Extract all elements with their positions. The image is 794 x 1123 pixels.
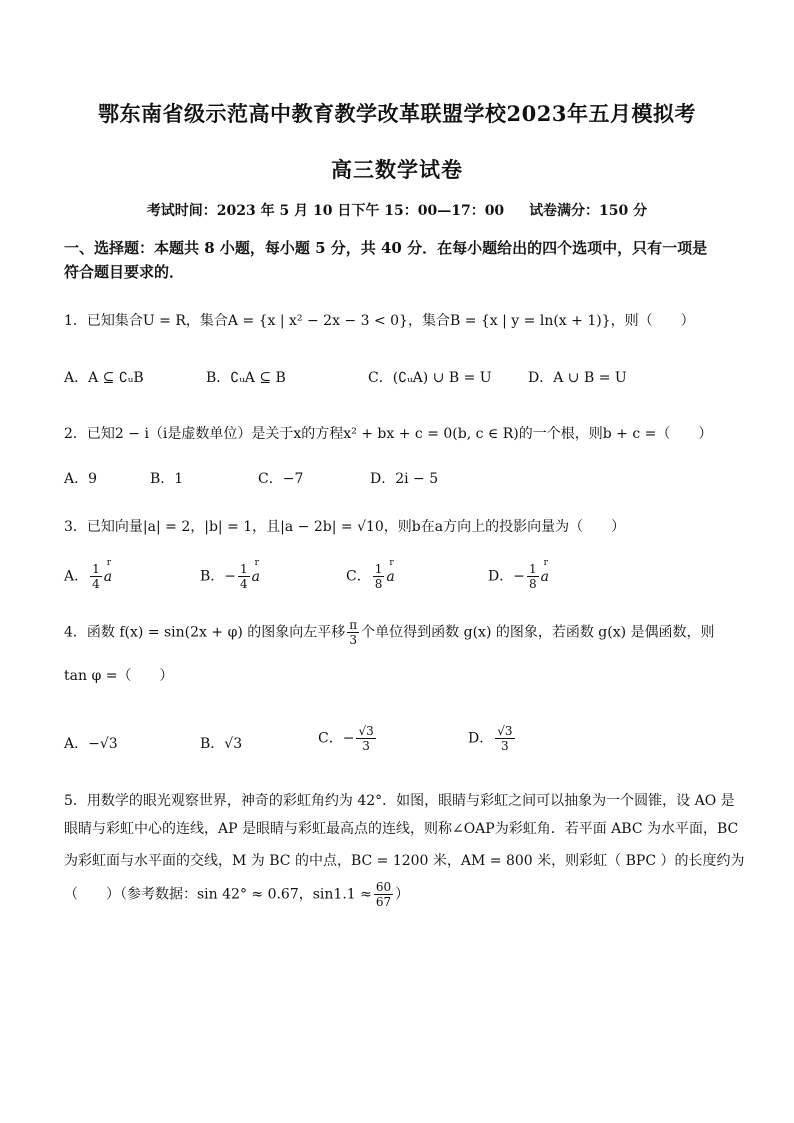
question-2-option-d: D．2i − 5 [370,471,439,487]
fraction: $\frac{1}{4}$ [240,562,248,591]
question-4-stem-line1: 4．函数 f(x) = sin(2x + φ) 的图象向左平移 $\frac{\pi}{3}$ 个单位得到函数 g(x) 的图象，若函数 g(x) 是偶函数，则 [64,618,715,647]
exam-title: 鄂东南省级示范高中教育教学改革联盟学校2023年五月模拟考 [98,101,696,126]
fraction: $\frac{1}{8}$ [374,562,383,591]
fraction: $\frac{1}{4}$ [92,562,100,591]
vector-a: r a [104,569,112,585]
question-1-option-b: B．∁ᵤA ⊆ B [206,370,286,386]
fraction: $\frac{1}{8}$ [528,562,537,591]
question-4-option-c: C．− $\frac{√3}{3}$ [318,724,374,753]
question-4-option-a: A．−√3 [64,736,118,752]
question-3-option-a [64,562,112,591]
option-label: B．− [200,568,237,585]
option-label: D．− [488,568,525,585]
question-5-line2: 眼睛与彩虹中心的连线，AP 是眼睛与彩虹最高点的连线，则称∠OAP为彩虹角．若平面 ABC 为水平面，BC [64,821,739,837]
question-1-option-c: C．(∁ᵤA) ∪ B = U [368,370,492,386]
question-4-stem-line2: tan φ =（ ） [64,668,174,684]
question-5-line3: 为彩虹面与水平面的交线，M 为 BC 的中点，BC = 1200 米，AM = 800 米，则彩虹（ BPC ）的长度约为 [64,853,745,869]
exam-time: 考试时间：2023 年 5 月 10 日下午 15：00—17：00 [146,203,505,219]
question-4-option-b: B．√3 [200,736,243,752]
fraction: $\frac{√3}{3}$ [497,724,513,753]
option-label: A． [64,568,89,585]
question-1-stem: 1．已知集合U = R，集合A = {x | x² − 2x − 3 < 0}，集合B = {x | y = ln(x + 1)}，则（ ） [64,313,695,329]
question-5-line4: （ ）（参考数据：sin 42° ≈ 0.67，sin1.1 ≈ $\frac{60}{67}$ ） [64,880,410,909]
exam-info [0,200,794,220]
question-2-option-b: B．1 [150,471,184,487]
question-2-option-c: C．−7 [258,471,304,487]
exam-subtitle: 高三数学试卷 [331,157,463,182]
question-1-option-a: A．A ⊆ ∁ᵤB [64,370,144,386]
question-5-line1: 5．用数学的眼光观察世界，神奇的彩虹角约为 42°．如图，眼睛与彩虹之间可以抽象为一个圆锥，设 AO 是 [64,793,735,809]
question-3-stem: 3．已知向量|a| = 2，|b| = 1，且|a − 2b| = √10，则b在a方向上的投影向量为（ ） [64,519,626,535]
question-1-option-d: D．A ∪ B = U [528,370,627,386]
question-3-option-d [488,562,549,591]
section-heading-line2: 符合题目要求的． [64,263,185,281]
question-3-option-c [346,562,395,591]
option-label: C． [346,568,371,585]
fraction-pi-3: $\frac{\pi}{3}$ [349,618,358,647]
question-2-option-a: A．9 [64,471,98,487]
question-4-option-d: D． $\frac{√3}{3}$ [468,724,513,753]
vector-a: r a [252,569,260,585]
vector-a: r a [541,569,549,585]
section-heading [64,236,744,284]
question-2-stem: 2．已知2 − i（i是虚数单位）是关于x的方程x² + bx + c = 0(b, c ∈ R)的一个根，则b + c =（ ） [64,426,713,442]
section-heading-line1: 一、选择题：本题共 8 小题，每小题 5 分，共 40 分．在每小题给出的四个选项中，只有一项是 [64,239,708,257]
fraction: $\frac{√3}{3}$ [358,724,374,753]
full-score: 试卷满分：150 分 [529,203,648,219]
vector-a: r a [386,569,394,585]
question-3-option-b [200,562,260,591]
fraction-60-67: $\frac{60}{67}$ [375,880,392,909]
